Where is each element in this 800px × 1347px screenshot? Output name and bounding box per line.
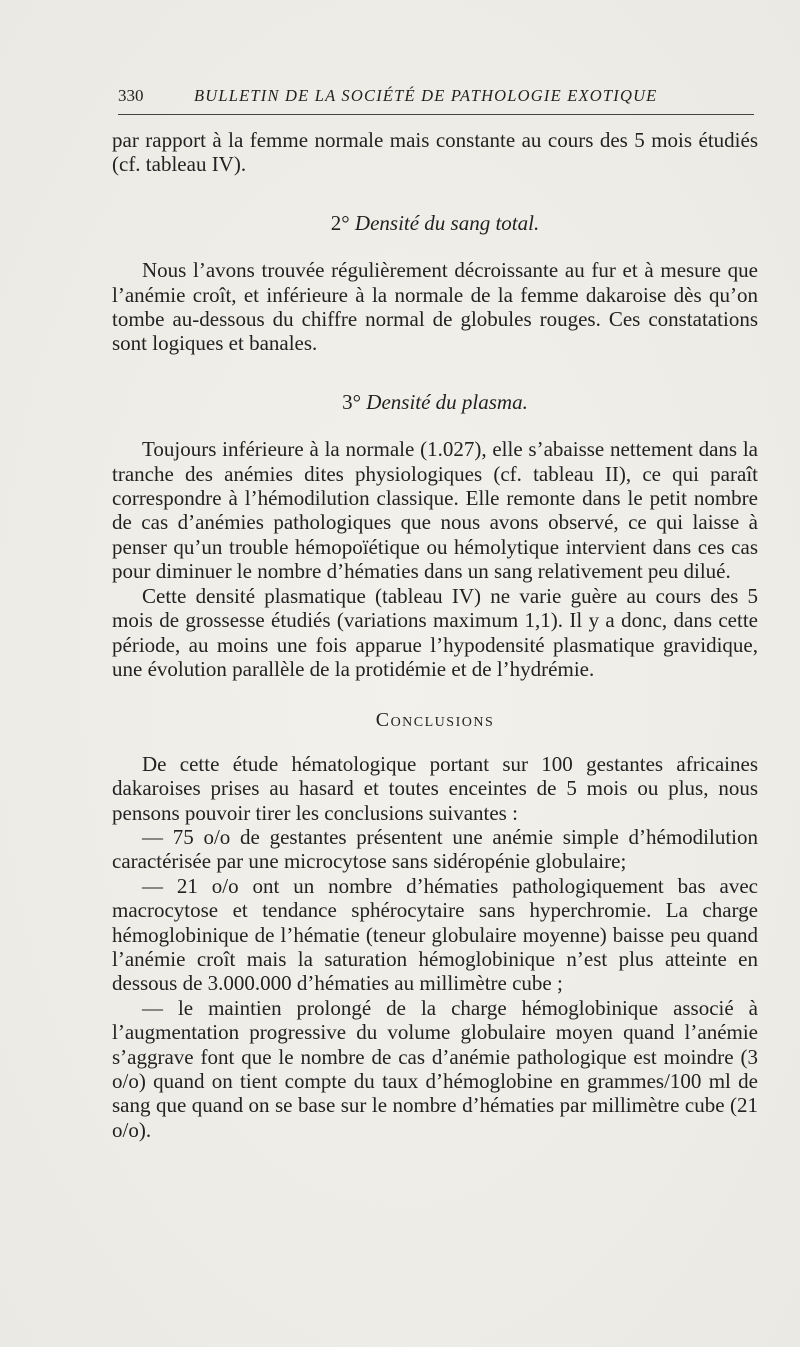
page-header	[118, 86, 754, 115]
paragraph-blood-density: Nous l’avons trouvée régulièrement décroissante au fur et à mesure que l’anémie croît, et inférieure à la normale de la femme dakaroise dès qu’on tombe au-dessous du chiffre normal de globules rouges. Ces constatations sont logiques et banales.	[112, 258, 758, 356]
paragraph-conclusions-intro: De cette étude hématologique portant sur 100 gestantes africaines dakaroises prises au hasard et toutes enceintes de 5 mois ou plus, nous pensons pouvoir tirer les conclusions suivantes :	[112, 751, 758, 825]
running-title: BULLETIN DE LA SOCIÉTÉ DE PATHOLOGIE EXOTIQUE	[194, 86, 658, 105]
section-number: 2°	[330, 210, 350, 235]
conclusion-item-2: — 21 o/o ont un nombre d’hématies pathologiquement bas avec macrocytose et tendance sphérocytaire sans hyperchromie. La charge hémoglobinique de l’hématie (teneur globulaire moyenne) baisse peu quand l’anémie croît mais la saturation hémoglobinique n’est plus atteinte en dessous de 3.000.000 d’hématies au millimètre cube ;	[112, 873, 758, 996]
section-heading-plasma-density	[112, 390, 758, 414]
section-title: Densité du plasma.	[366, 389, 528, 414]
page-number: 330	[118, 86, 144, 105]
paragraph-continuation: par rapport à la femme normale mais constante au cours des 5 mois étudiés (cf. tableau IV).	[112, 128, 758, 177]
conclusion-item-1: — 75 o/o de gestantes présentent une anémie simple d’hémodilution caractérisée par une microcytose sans sidéropénie globulaire;	[112, 824, 758, 874]
conclusion-item-3: — le maintien prolongé de la charge hémoglobinique associé à l’augmentation progressive du volume globulaire moyen quand l’anémie s’aggrave font que le nombre de cas d’anémie pathologique est moindre (3 o/o) quand on tient compte du taux d’hémoglobine en grammes/100 ml de sang que quand on se base sur le nombre d’hématies par millimètre cube (21 o/o).	[112, 995, 758, 1142]
section-heading-blood-density	[112, 211, 758, 235]
section-title: Densité du sang total.	[354, 210, 540, 235]
conclusions-heading: Conclusions	[375, 709, 495, 732]
paragraph-plasma-1: Toujours inférieure à la normale (1.027), elle s’abaisse nettement dans la tranche des anémies dites physiologiques (cf. tableau II), ce qui paraît correspondre à l’hémodilution classique. Elle remonte dans le petit nombre de cas d’anémies pathologiques que nous avons observé, ce qui laisse à penser qu’un trouble hémopoïétique ou hémolytique intervient dans ces cas pour diminuer le nombre d’hématies dans un sang relativement peu dilué.	[112, 437, 758, 584]
paragraph-plasma-2: Cette densité plasmatique (tableau IV) ne varie guère au cours des 5 mois de grossesse étudiés (variations maximum 1,1). Il y a donc, dans cette période, au moins une fois apparue l’hypodensité plasmatique gravidique, une évolution parallèle de la protidémie et de l’hydrémie.	[112, 583, 758, 681]
article-body	[112, 128, 758, 1142]
section-number: 3°	[342, 389, 362, 414]
